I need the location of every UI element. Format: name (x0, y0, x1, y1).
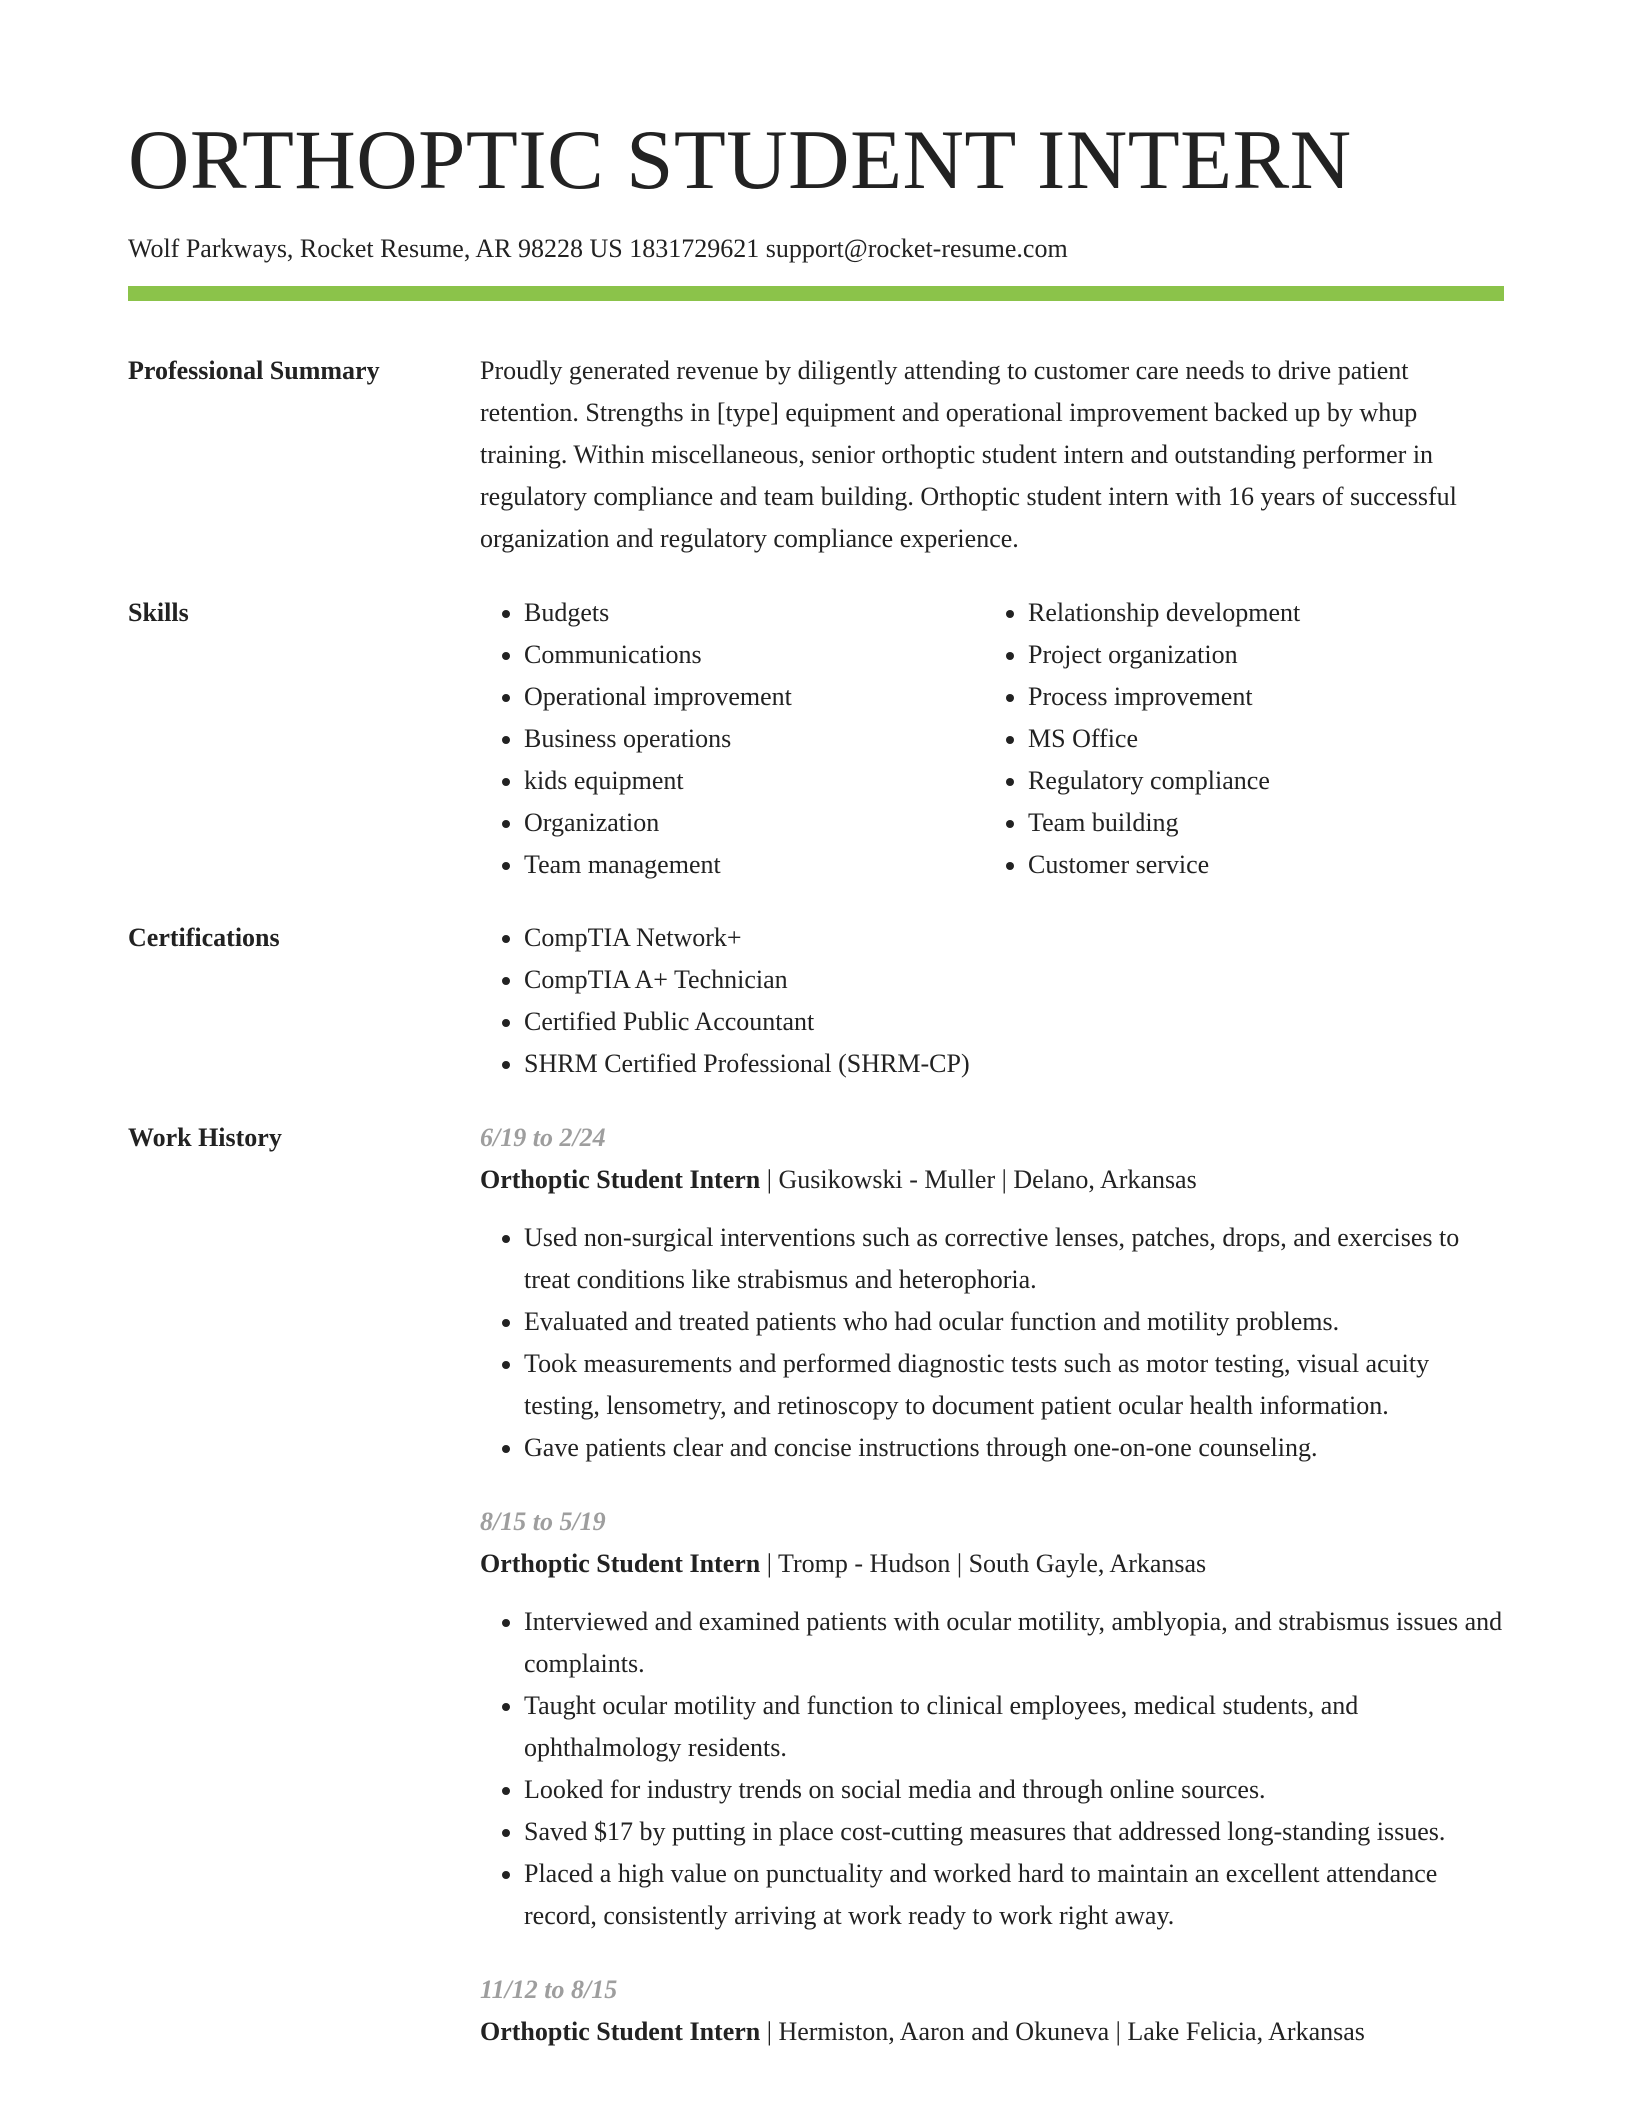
work-history-body (480, 1117, 1504, 2085)
list-item: • Took measurements and performed diagnostic tests such as motor testing, visual acuity testing, lensometry, and retinoscopy to document patient ocular health information. (524, 1343, 1504, 1427)
summary-text: Proudly generated revenue by diligently attending to customer care needs to drive patient retention. Strengths in [type] equipment and operational improvement backed up by whup training. Within miscellaneous, senior orthoptic student intern and outstanding performer in regulatory compliance and team building. Orthoptic student intern with 16 years of successful organization and regulatory compliance experience. (480, 356, 1457, 553)
certifications-body (480, 917, 1504, 1085)
header-divider (128, 286, 1504, 301)
list-item: • Customer service (1028, 844, 1488, 886)
list-item: • Taught ocular motility and function to clinical employees, medical students, and ophthalmology residents. (524, 1685, 1504, 1769)
skills-heading: Skills (128, 598, 189, 627)
list-item: • Operational improvement (524, 676, 984, 718)
list-item: • Placed a high value on punctuality and worked hard to maintain an excellent attendance record, consistently arriving at work ready to work right away. (524, 1853, 1504, 1937)
job-heading (480, 1543, 1504, 1585)
job-entry (480, 1969, 1504, 2053)
list-item: • Looked for industry trends on social media and through online sources. (524, 1769, 1504, 1811)
job-duties-list (480, 1217, 1504, 1469)
resume-header (128, 113, 1504, 264)
job-heading (480, 1159, 1504, 1201)
list-item: • SHRM Certified Professional (SHRM-CP) (524, 1043, 1504, 1085)
skills-list-right (984, 592, 1488, 886)
job-company-location: | Tromp - Hudson | South Gayle, Arkansas (760, 1549, 1207, 1578)
job-duties-list (480, 1601, 1504, 1937)
job-entry (480, 1501, 1504, 1937)
skills-column-right (984, 592, 1488, 886)
certifications-list (480, 917, 1504, 1085)
list-item: • Saved $17 by putting in place cost-cutting measures that addressed long-standing issues. (524, 1811, 1504, 1853)
list-item: • Process improvement (1028, 676, 1488, 718)
contact-line: Wolf Parkways, Rocket Resume, AR 98228 US 1831729621 support@rocket-resume.com (128, 234, 1068, 263)
list-item: • kids equipment (524, 760, 984, 802)
list-item: • Interviewed and examined patients with ocular motility, amblyopia, and strabismus issues and complaints. (524, 1601, 1504, 1685)
skills-list-left (480, 592, 984, 886)
skills-column-left (480, 592, 984, 886)
summary-heading: Professional Summary (128, 356, 380, 385)
list-item: • Budgets (524, 592, 984, 634)
list-item: • Certified Public Accountant (524, 1001, 1504, 1043)
list-item: • Team building (1028, 802, 1488, 844)
list-item: • Project organization (1028, 634, 1488, 676)
summary-body (480, 350, 1504, 560)
list-item: • Gave patients clear and concise instructions through one-on-one counseling. (524, 1427, 1504, 1469)
list-item: • Team management (524, 844, 984, 886)
certifications-heading: Certifications (128, 923, 280, 952)
job-title: Orthoptic Student Intern (480, 1165, 761, 1194)
list-item: • CompTIA A+ Technician (524, 959, 1504, 1001)
job-title: Orthoptic Student Intern (480, 1549, 761, 1578)
list-item: • Business operations (524, 718, 984, 760)
list-item: • MS Office (1028, 718, 1488, 760)
list-item: • Communications (524, 634, 984, 676)
job-heading (480, 2011, 1504, 2053)
list-item: • Regulatory compliance (1028, 760, 1488, 802)
candidate-name: ORTHOPTIC STUDENT INTERN (128, 113, 1352, 207)
list-item: • Evaluated and treated patients who had ocular function and motility problems. (524, 1301, 1504, 1343)
job-dates: 8/15 to 5/19 (480, 1507, 606, 1536)
list-item: • Organization (524, 802, 984, 844)
job-title: Orthoptic Student Intern (480, 2017, 761, 2046)
job-company-location: | Hermiston, Aaron and Okuneva | Lake Felicia, Arkansas (760, 2017, 1365, 2046)
job-company-location: | Gusikowski - Muller | Delano, Arkansas (760, 1165, 1197, 1194)
skills-columns (480, 592, 1504, 886)
list-item: • CompTIA Network+ (524, 917, 1504, 959)
list-item: • Used non-surgical interventions such as corrective lenses, patches, drops, and exercises to treat conditions like strabismus and heterophoria. (524, 1217, 1504, 1301)
job-entry (480, 1117, 1504, 1469)
job-dates: 6/19 to 2/24 (480, 1123, 606, 1152)
work-history-heading: Work History (128, 1123, 282, 1152)
job-dates: 11/12 to 8/15 (480, 1975, 618, 2004)
skills-body (480, 592, 1504, 886)
list-item: • Relationship development (1028, 592, 1488, 634)
